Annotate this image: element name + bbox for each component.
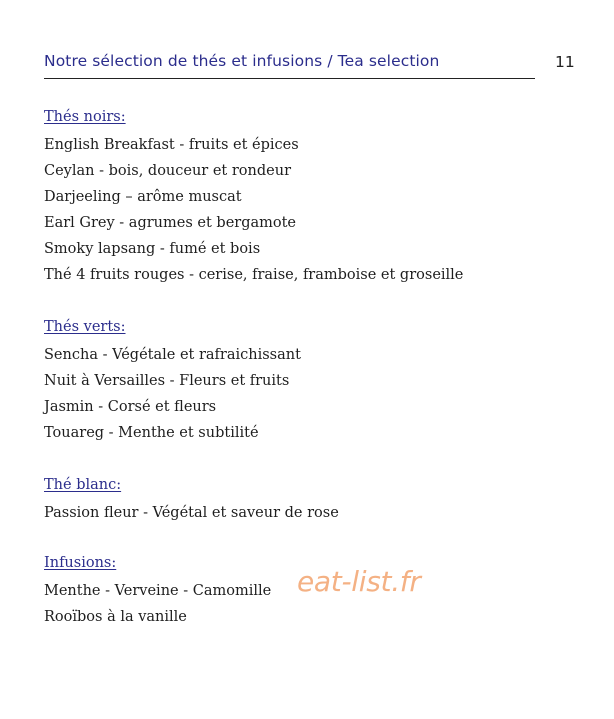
list-item: English Breakfast - fruits et épices (44, 137, 299, 153)
list-item: Ceylan - bois, douceur et rondeur (44, 163, 291, 179)
list-item: Thé 4 fruits rouges - cerise, fraise, framboise et groseille (44, 267, 464, 283)
list-item: Earl Grey - agrumes et bergamote (44, 215, 297, 231)
section-heading: Thé blanc: (44, 477, 122, 493)
section-thes-verts (44, 316, 301, 446)
header-divider (44, 78, 535, 79)
list-item: Rooïbos à la vanille (44, 609, 187, 625)
list-item: Nuit à Versailles - Fleurs et fruits (44, 373, 290, 389)
section-the-blanc (44, 474, 339, 526)
section-heading: Infusions: (44, 555, 117, 571)
list-item: Darjeeling – arôme muscat (44, 189, 242, 205)
page-number: 11 (555, 53, 575, 71)
page-title: Notre sélection de thés et infusions / Tea selection (44, 52, 440, 70)
watermark: eat-list.fr (297, 565, 421, 598)
section-thes-noirs (44, 106, 463, 288)
list-item: Touareg - Menthe et subtilité (44, 425, 259, 441)
list-item: Smoky lapsang - fumé et bois (44, 241, 261, 257)
list-item: Jasmin - Corsé et fleurs (44, 399, 217, 415)
section-heading: Thés verts: (44, 319, 126, 335)
list-item: Passion fleur - Végétal et saveur de rose (44, 505, 339, 521)
section-heading: Thés noirs: (44, 109, 126, 125)
list-item: Menthe - Verveine - Camomille (44, 583, 272, 599)
list-item: Sencha - Végétale et rafraichissant (44, 347, 301, 363)
section-infusions (44, 552, 271, 630)
